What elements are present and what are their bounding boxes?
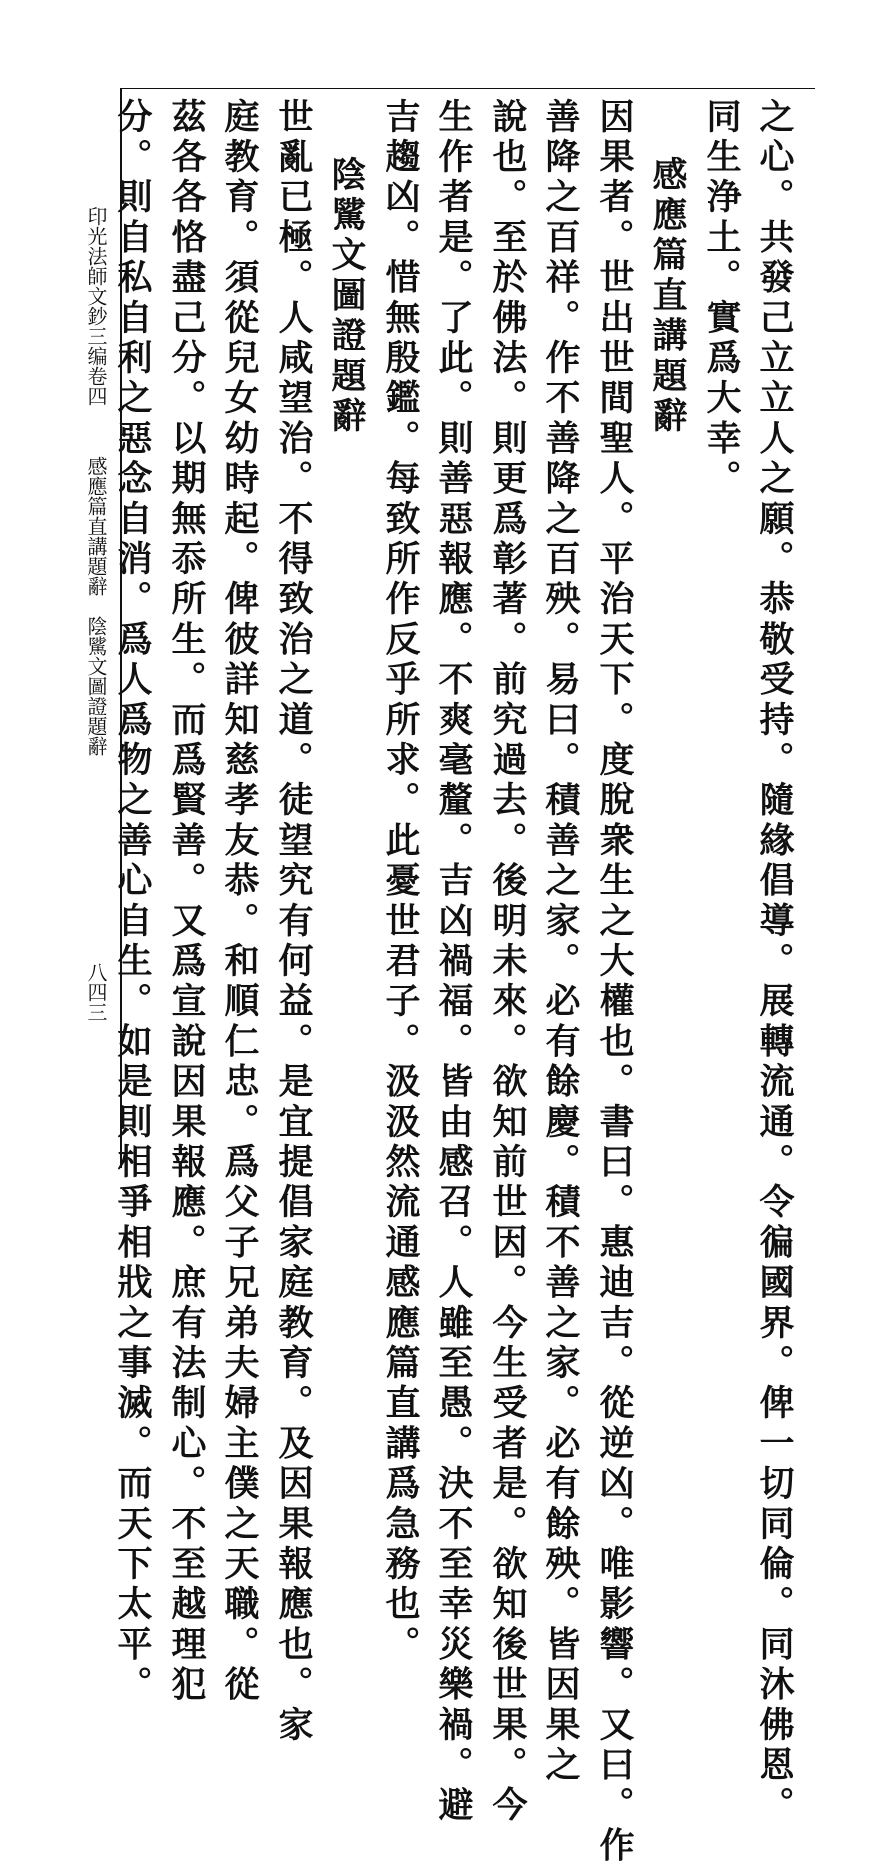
running-header-section-title: 感應篇直講題辭 陰騭文圖證題辭 (84, 456, 108, 757)
text-column-2: 同生浄土。實爲大幸。 (701, 98, 742, 500)
running-header (84, 206, 108, 756)
text-column-10: 世亂已極。人咸望治。不得致治之道。徒望究有何益。是宜提倡家庭教育。及因果報應也。家 (273, 98, 314, 1747)
text-column-1: 之心。共發己立立人之願。恭敬受持。隨緣倡導。展轉流通。令徧國界。俾一切同倫。同沐佛恩。 (754, 98, 795, 1827)
frame-top-rule (120, 88, 815, 89)
text-column-12: 茲各各恪盡己分。以期無忝所生。而爲賢善。又爲宣說因果報應。庶有法制心。不至越理犯 (166, 98, 207, 1706)
page-number: 八四三 (84, 962, 108, 1022)
heading-ganying-pian: 感應篇直講題辭 (647, 156, 688, 438)
text-column-5: 善降之百祥。作不善降之百殃。易曰。積善之家。必有餘慶。積不善之家。必有餘殃。皆因果之 (540, 98, 581, 1787)
running-header-book-title: 印光法師文鈔三编卷四 (84, 206, 108, 406)
heading-yinzhi-wen: 陰騭文圖證題辭 (326, 156, 367, 438)
text-column-8: 吉趨凶。惜無殷鑑。每致所作反乎所求。此憂世君子。汲汲然流通感應篇直講爲急務也。 (380, 98, 421, 1666)
text-column-6: 說也。至於佛法。則更爲彰著。前究過去。後明未來。欲知前世因。今生受者是。欲知後世果。今 (487, 98, 528, 1827)
text-column-13: 分。則自私自利之惡念自消。爲人爲物之善心自生。如是則相爭相戕之事滅。而天下太平。 (112, 98, 153, 1706)
text-column-11: 庭教育。須從兒女幼時起。俾彼詳知慈孝友恭。和順仁忠。爲父子兄弟夫婦主僕之天職。從 (219, 98, 260, 1706)
text-column-7: 生作者是。了此。則善惡報應。不爽毫釐。吉凶禍福。皆由感召。人雖至愚。決不至幸災樂禍。避 (433, 98, 474, 1827)
text-column-4: 因果者。世出世間聖人。平治天下。度脫衆生之大權也。書曰。惠迪吉。從逆凶。唯影響。又曰。作 (594, 98, 635, 1867)
